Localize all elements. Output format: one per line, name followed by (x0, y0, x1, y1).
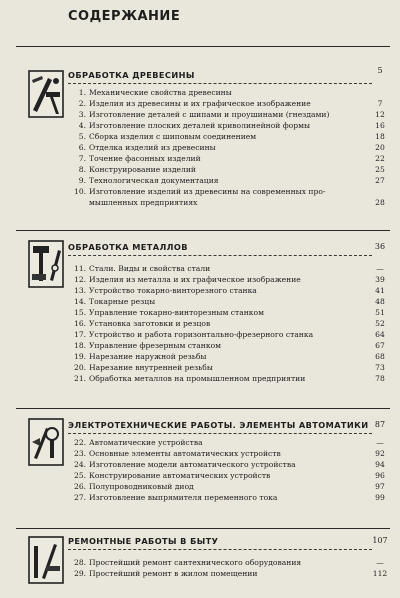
item-page: 112 (372, 569, 388, 578)
item-page: 99 (375, 493, 385, 502)
item-page: 39 (375, 275, 385, 284)
item-page: 12 (375, 110, 385, 119)
item-page: 20 (375, 143, 385, 152)
list-item: 16. Установка заготовки и резцов (74, 319, 211, 328)
section-divider (16, 408, 390, 409)
section-title: ЭЛЕКТРОТЕХНИЧЕСКИЕ РАБОТЫ. ЭЛЕМЕНТЫ АВТОМАТИКИ (68, 420, 372, 434)
section-title: ОБРАБОТКА МЕТАЛЛОВ (68, 242, 372, 256)
section-divider (16, 46, 390, 47)
list-item: 4. Изготовление плоских деталей криволинейной формы (78, 121, 311, 130)
list-item: 17. Устройство и работа горизонтально-фрезерного станка (74, 330, 314, 339)
list-item: 6. Отделка изделий из древесины (78, 143, 216, 152)
list-item: 7. Точение фасонных изделий (78, 154, 201, 163)
list-item: 13. Устройство токарно-винторезного станка (74, 286, 257, 295)
list-item: 20. Нарезание внутренней резьбы (74, 363, 213, 372)
wood-tools-icon (28, 70, 64, 118)
item-page: 92 (375, 449, 385, 458)
item-page: 64 (375, 330, 385, 339)
list-item: 14. Токарные резцы (74, 297, 156, 306)
list-item: 22. Автоматические устройства (74, 438, 203, 447)
section-page: 36 (374, 242, 386, 251)
section-page: 5 (377, 66, 383, 75)
section-title: ОБРАБОТКА ДРЕВЕСИНЫ (68, 70, 372, 84)
item-page: 78 (375, 374, 385, 383)
item-page: 94 (375, 460, 385, 469)
item-page: 28 (375, 198, 385, 207)
list-item: 23. Основные элементы автоматических устройств (74, 449, 281, 458)
section-page: 87 (374, 420, 386, 429)
item-page: 18 (375, 132, 385, 141)
list-item: 9. Технологическая документация (78, 176, 219, 185)
section-page: 107 (372, 536, 388, 545)
item-page: 67 (375, 341, 385, 350)
list-item: 24. Изготовление модели автоматического устройства (74, 460, 296, 469)
section-divider (16, 528, 390, 529)
list-item: 1. Механические свойства древесины (78, 88, 232, 97)
section-repair (16, 528, 390, 596)
list-item: 12. Изделия из металла и их графическое изображение (74, 275, 301, 284)
section-title: РЕМОНТНЫЕ РАБОТЫ В БЫТУ (68, 536, 372, 550)
item-page: 22 (375, 154, 385, 163)
section-wood (16, 46, 390, 236)
electric-tools-icon (28, 418, 64, 466)
item-page: — (376, 264, 384, 273)
item-page: 27 (375, 176, 385, 185)
item-page: — (376, 438, 384, 447)
list-item: 19. Нарезание наружной резьбы (74, 352, 207, 361)
item-page: 73 (375, 363, 385, 372)
list-item: 11. Стали. Виды и свойства стали (74, 264, 211, 273)
item-page: 51 (375, 308, 385, 317)
item-page: 97 (375, 482, 385, 491)
page-title: СОДЕРЖАНИЕ (68, 9, 181, 24)
item-page: — (376, 558, 384, 567)
item-page: 25 (375, 165, 385, 174)
list-item: 3. Изготовление деталей с шипами и проушинами (гнездами) (78, 110, 330, 119)
item-page: 48 (375, 297, 385, 306)
list-item: 8. Конструирование изделий (78, 165, 196, 174)
list-item: 15. Управление токарно-винторезным станком (74, 308, 265, 317)
repair-tools-icon (28, 536, 64, 584)
item-page: 7 (377, 99, 383, 108)
item-page: 16 (375, 121, 385, 130)
section-divider (16, 230, 390, 231)
list-item: 26. Полупроводниковый диод (74, 482, 194, 491)
list-item: 29. Простейший ремонт в жилом помещении (74, 569, 258, 578)
list-item: 2. Изделия из древесины и их графическое изображение (78, 99, 311, 108)
list-item: 5. Сборка изделия с шиповым соединением (78, 132, 257, 141)
list-item: 25. Конструирование автоматических устройств (74, 471, 271, 480)
list-item: 10. Изготовление изделий из древесины на современных про- (74, 187, 326, 196)
item-page: 52 (375, 319, 385, 328)
item-page: 96 (375, 471, 385, 480)
list-item-continuation: мышленных предприятиях (89, 198, 198, 207)
section-electric (16, 408, 390, 526)
list-item: 18. Управление фрезерным станком (74, 341, 222, 350)
item-page: 68 (375, 352, 385, 361)
section-metal (16, 230, 390, 406)
list-item: 28. Простейший ремонт сантехнического оборудования (74, 558, 302, 567)
item-page: 41 (375, 286, 385, 295)
metal-tools-icon (28, 240, 64, 288)
list-item: 27. Изготовление выпрямителя переменного тока (74, 493, 278, 502)
list-item: 21. Обработка металлов на промышленном предприятии (74, 374, 306, 383)
